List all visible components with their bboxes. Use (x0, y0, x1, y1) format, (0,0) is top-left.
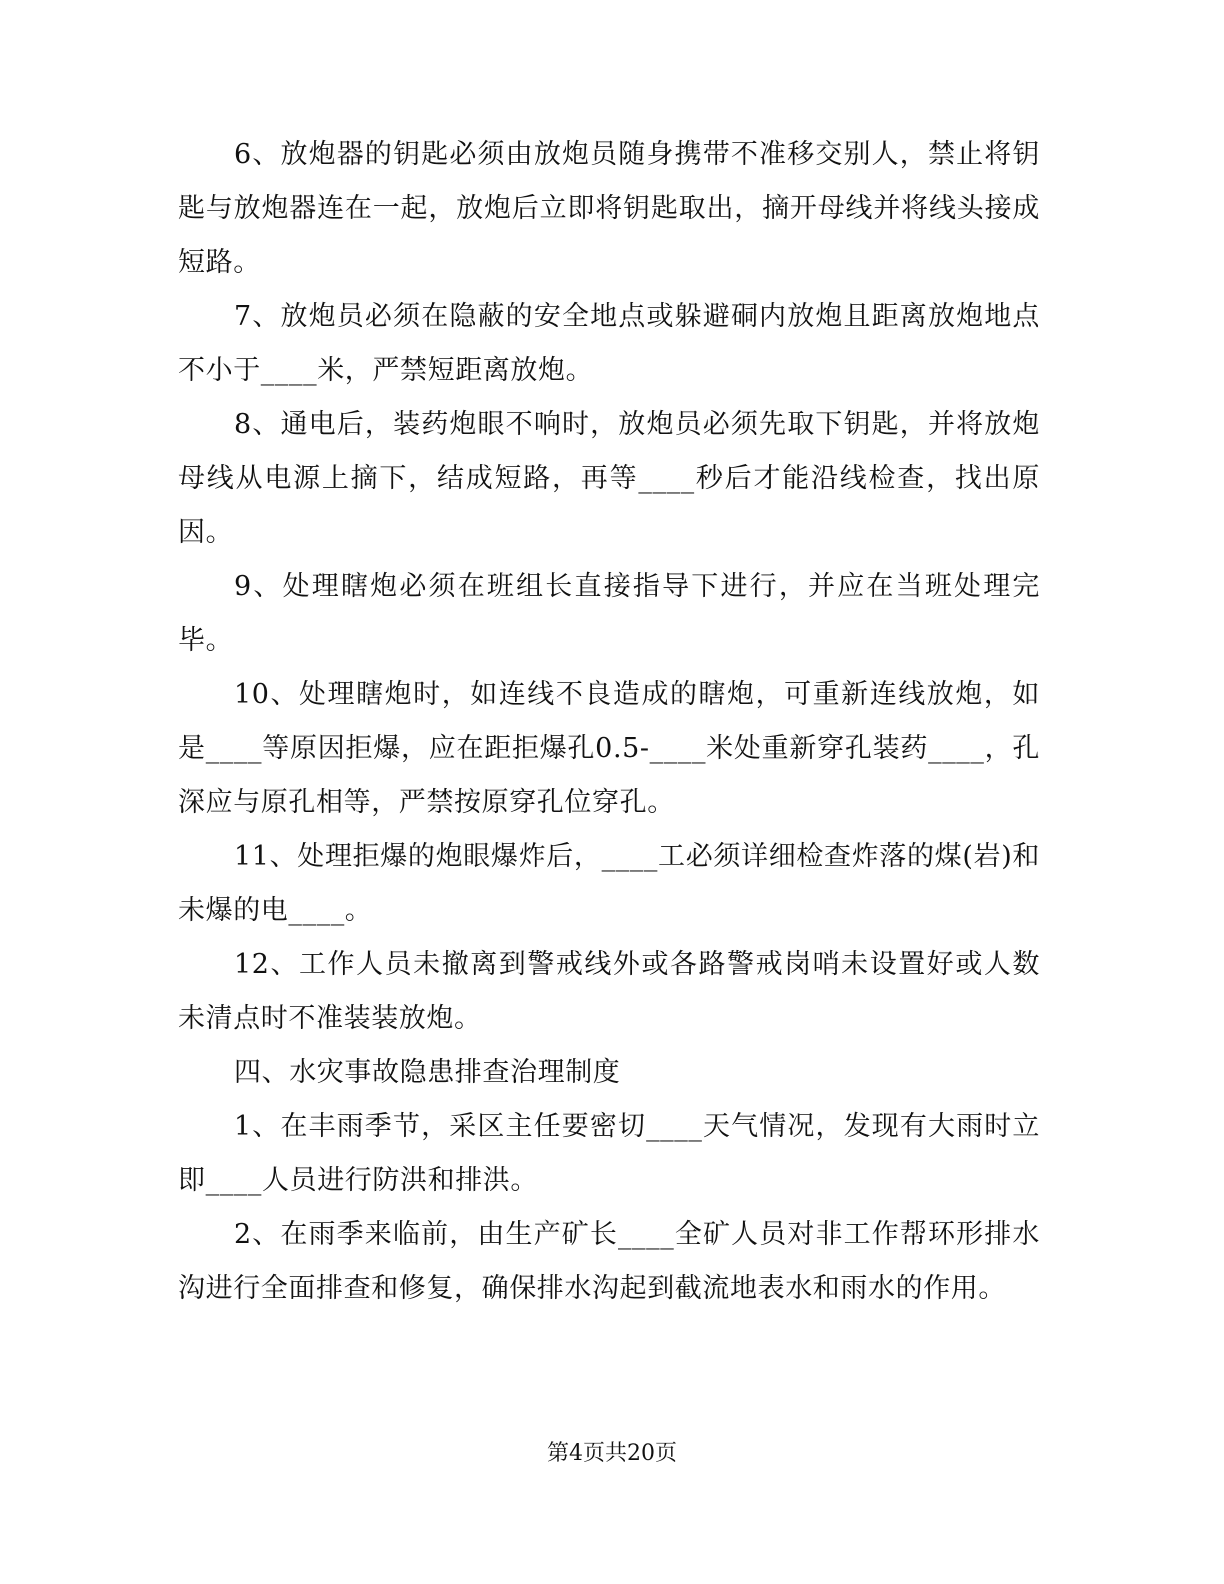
paragraph-item-12: 12、工作人员未撤离到警戒线外或各路警戒岗哨未设置好或人数未清点时不准装装放炮。 (178, 949, 1040, 1034)
paragraph-item-9: 9、处理瞎炮必须在班组长直接指导下进行，并应在当班处理完毕。 (178, 571, 1040, 656)
document-body (178, 128, 1040, 1316)
paragraph-item-7: 7、放炮员必须在隐蔽的安全地点或躲避硐内放炮且距离放炮地点不小于____米，严禁短距离放炮。 (178, 301, 1040, 386)
section-heading-water-disaster: 四、水灾事故隐患排查治理制度 (234, 1057, 621, 1088)
paragraph-item-11: 11、处理拒爆的炮眼爆炸后，____工必须详细检查炸落的煤(岩)和未爆的电____。 (178, 841, 1040, 926)
page-number: 第4页共20页 (547, 1441, 677, 1466)
paragraph-item-1: 1、在丰雨季节，采区主任要密切____天气情况，发现有大雨时立即____人员进行防洪和排洪。 (178, 1111, 1040, 1196)
paragraph-item-6: 6、放炮器的钥匙必须由放炮员随身携带不准移交别人，禁止将钥匙与放炮器连在一起，放炮后立即将钥匙取出，摘开母线并将线头接成短路。 (178, 139, 1040, 278)
paragraph-item-8: 8、通电后，装药炮眼不响时，放炮员必须先取下钥匙，并将放炮母线从电源上摘下，结成短路，再等____秒后才能沿线检查，找出原因。 (178, 409, 1040, 548)
paragraph-item-10: 10、处理瞎炮时，如连线不良造成的瞎炮，可重新连线放炮，如是____等原因拒爆，应在距拒爆孔0.5-____米处重新穿孔装药____，孔深应与原孔相等，严禁按原穿孔位穿孔。 (178, 679, 1040, 818)
paragraph-item-2: 2、在雨季来临前，由生产矿长____全矿人员对非工作帮环形排水沟进行全面排查和修复，确保排水沟起到截流地表水和雨水的作用。 (178, 1219, 1040, 1304)
